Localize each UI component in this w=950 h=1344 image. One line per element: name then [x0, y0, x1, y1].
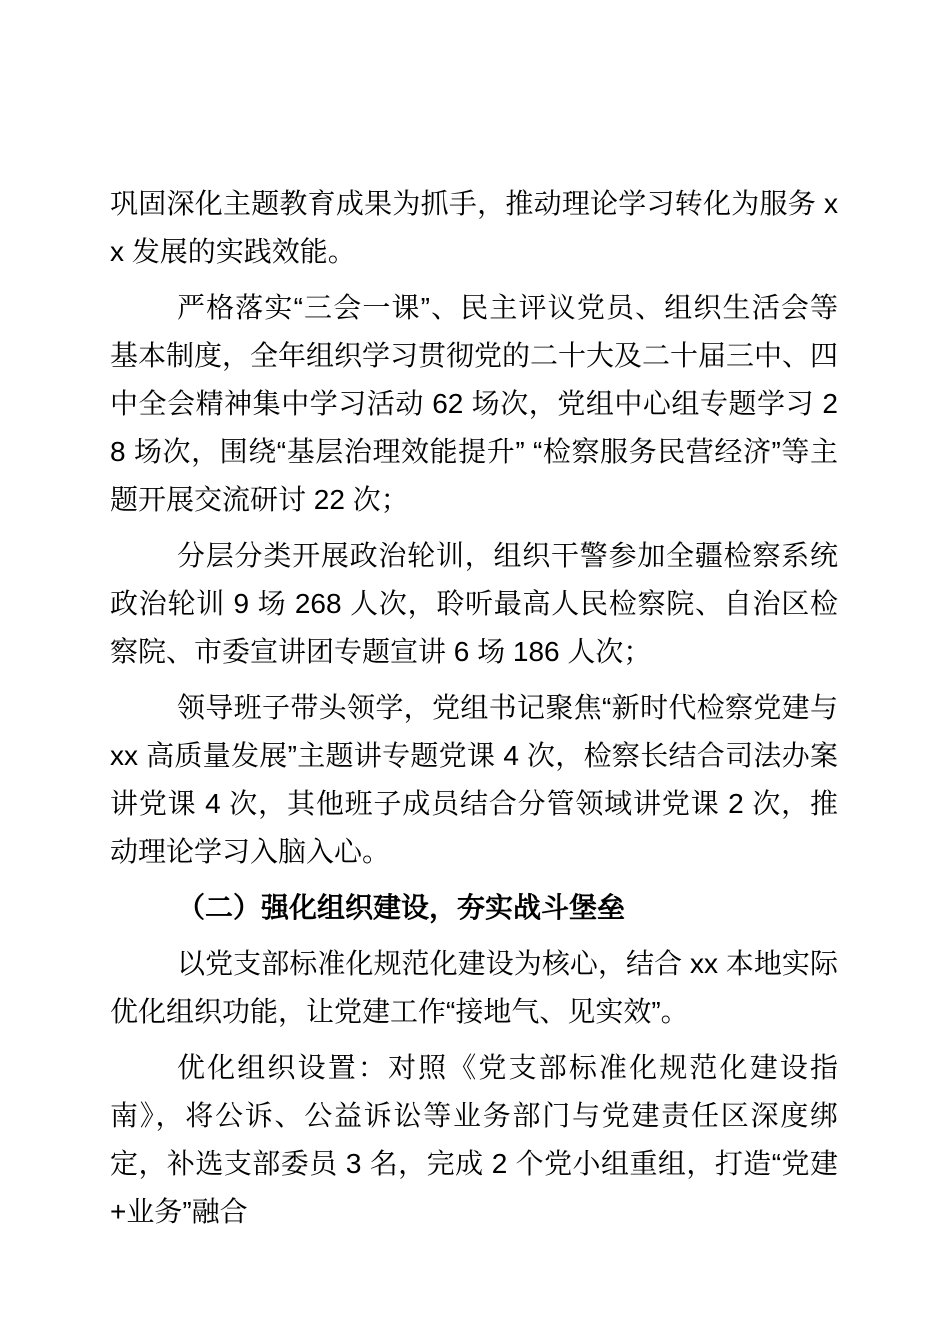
paragraph-organization-setup-optimization: 优化组织设置：对照《党支部标准化规范化建设指南》，将公诉、公益诉讼等业务部门与党建责任区深度绑定，补选支部委员 3 名，完成 2 个党小组重组，打造“党建+业务”融合	[110, 1052, 838, 1227]
paragraph-branch-standardization: 以党支部标准化规范化建设为核心，结合 xx 本地实际优化组织功能，让党建工作“接地气、见实效”。	[110, 948, 838, 1027]
paragraph-leadership-party-lectures: 领导班子带头领学，党组书记聚焦“新时代检察党建与 xx 高质量发展”主题讲专题党课 4 次，检察长结合司法办案讲党课 4 次，其他班子成员结合分管领域讲党课 2 次，推动理论学习入脑入心。	[110, 692, 838, 867]
paragraph-political-rotation-training: 分层分类开展政治轮训，组织干警参加全疆检察系统政治轮训 9 场 268 人次，聆听最高人民检察院、自治区检察院、市委宣讲团专题宣讲 6 场 186 人次；	[110, 540, 838, 667]
section-heading-organization-building: （二）强化组织建设，夯实战斗堡垒	[177, 892, 626, 923]
paragraph-three-meetings-one-class: 严格落实“三会一课”、民主评议党员、组织生活会等基本制度，全年组织学习贯彻党的二十大及二十届三中、四中全会精神集中学习活动 62 场次，党组中心组专题学习 28 场次，围绕“基层治理效能提升” “检察服务民营经济”等主题开展交流研讨 22 次；	[110, 292, 839, 515]
paragraph-theory-practice-effect: 巩固深化主题教育成果为抓手，推动理论学习转化为服务 xx 发展的实践效能。	[110, 188, 838, 267]
